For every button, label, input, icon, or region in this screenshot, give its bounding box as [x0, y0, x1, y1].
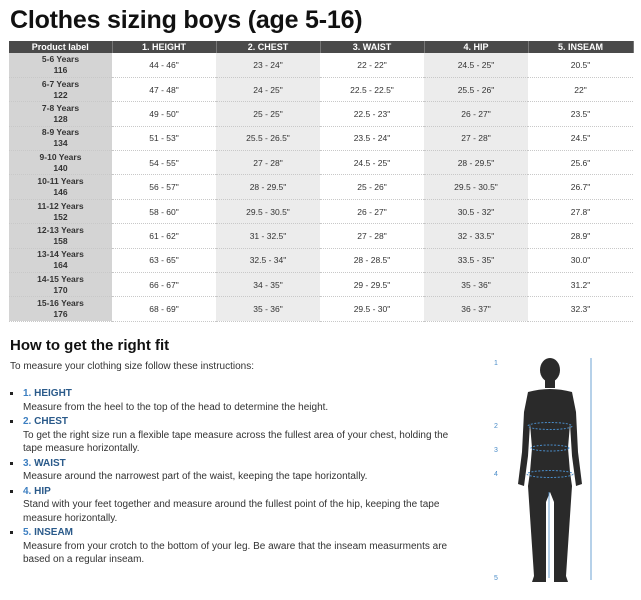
size-number: 146	[53, 187, 68, 198]
table-row	[9, 273, 633, 297]
table-row	[9, 126, 633, 150]
waist-cell: 29.5 - 30"	[320, 297, 424, 321]
fit-steps-list	[10, 387, 450, 568]
age-range: 10-11 Years	[37, 176, 84, 187]
bullet-icon	[10, 531, 13, 534]
chest-cell: 25 - 25"	[216, 102, 320, 126]
table-row	[9, 102, 633, 126]
chest-cell: 29.5 - 30.5"	[216, 199, 320, 223]
inseam-cell: 31.2"	[528, 273, 633, 297]
age-range: 5-6 Years	[41, 53, 80, 64]
table-row	[9, 77, 633, 101]
product-label-cell	[9, 126, 112, 150]
step-heading	[23, 387, 450, 401]
hip-cell: 36 - 37"	[424, 297, 528, 321]
size-number: 134	[53, 138, 68, 149]
hip-cell: 24.5 - 25"	[424, 53, 528, 77]
step-name: CHEST	[34, 416, 69, 427]
table-header-row	[9, 41, 633, 53]
step-description: Measure around the narrowest part of the waist, keeping the tape horizontally.	[23, 471, 368, 482]
size-number: 116	[53, 64, 68, 75]
table-row	[9, 224, 633, 248]
marker-inseam: 5	[494, 575, 498, 582]
inseam-cell: 32.3"	[528, 297, 633, 321]
inseam-cell: 27.8"	[528, 199, 633, 223]
marker-height: 1	[494, 360, 498, 367]
step-name: HEIGHT	[34, 388, 72, 399]
hip-cell: 30.5 - 32"	[424, 199, 528, 223]
chest-cell: 25.5 - 26.5"	[216, 126, 320, 150]
step-name: WAIST	[34, 457, 66, 469]
step-number: 2.	[23, 416, 32, 427]
age-range: 12-13 Years	[37, 224, 84, 235]
hip-cell: 27 - 28"	[424, 126, 528, 150]
age-range: 11-12 Years	[37, 200, 84, 211]
product-label-cell	[9, 297, 112, 321]
size-table	[9, 41, 634, 322]
waist-cell: 27 - 28"	[320, 224, 424, 248]
height-cell: 68 - 69"	[112, 297, 216, 321]
waist-cell: 26 - 27"	[320, 199, 424, 223]
step-number: 5.	[23, 527, 32, 538]
waist-cell: 24.5 - 25"	[320, 151, 424, 175]
hip-cell: 28 - 29.5"	[424, 151, 528, 175]
header-waist: 3. WAIST	[320, 41, 424, 53]
marker-hip: 4	[494, 471, 498, 478]
step-description: Measure from your crotch to the bottom of your leg. Be aware that the inseam measurments are based on a regular inseam.	[23, 540, 448, 565]
step-description: To get the right size run a flexible tape measure across the fullest area of your chest, holding the tape measure horizontally.	[23, 429, 449, 454]
product-label-cell	[9, 273, 112, 297]
product-label-cell	[9, 102, 112, 126]
silhouette-illustration	[488, 352, 628, 592]
waist-cell: 22.5 - 23"	[320, 102, 424, 126]
height-cell: 51 - 53"	[112, 126, 216, 150]
hip-cell: 29.5 - 30.5"	[424, 175, 528, 199]
height-cell: 49 - 50"	[112, 102, 216, 126]
age-range: 13-14 Years	[37, 249, 84, 260]
height-cell: 54 - 55"	[112, 151, 216, 175]
chest-cell: 32.5 - 34"	[216, 248, 320, 272]
height-cell: 44 - 46"	[112, 53, 216, 77]
inseam-cell: 20.5"	[528, 53, 633, 77]
chest-cell: 23 - 24"	[216, 53, 320, 77]
size-number: 158	[53, 235, 68, 246]
product-label-cell	[9, 151, 112, 175]
step-number: 4.	[23, 485, 32, 497]
chest-cell: 27 - 28"	[216, 151, 320, 175]
list-item	[10, 526, 450, 567]
header-chest: 2. CHEST	[216, 41, 320, 53]
hip-cell: 33.5 - 35"	[424, 248, 528, 272]
step-heading	[23, 457, 450, 471]
product-label-cell	[9, 53, 112, 77]
table-row	[9, 248, 633, 272]
header-product-label: Product label	[9, 41, 112, 53]
fit-title: How to get the right fit	[10, 337, 170, 354]
waist-cell: 23.5 - 24"	[320, 126, 424, 150]
waist-cell: 29 - 29.5"	[320, 273, 424, 297]
height-cell: 63 - 65"	[112, 248, 216, 272]
inseam-cell: 28.9"	[528, 224, 633, 248]
age-range: 6-7 Years	[41, 78, 80, 89]
inseam-cell: 23.5"	[528, 102, 633, 126]
size-number: 122	[53, 89, 68, 100]
chest-cell: 35 - 36"	[216, 297, 320, 321]
size-number: 170	[53, 284, 68, 295]
list-item	[10, 457, 450, 484]
chest-cell: 24 - 25"	[216, 77, 320, 101]
height-cell: 61 - 62"	[112, 224, 216, 248]
list-item	[10, 485, 450, 526]
waist-cell: 22 - 22"	[320, 53, 424, 77]
chest-cell: 28 - 29.5"	[216, 175, 320, 199]
table-row	[9, 199, 633, 223]
hip-cell: 32 - 33.5"	[424, 224, 528, 248]
product-label-cell	[9, 77, 112, 101]
size-number: 140	[53, 162, 68, 173]
inseam-cell: 30.0"	[528, 248, 633, 272]
size-number: 128	[53, 113, 68, 124]
height-cell: 56 - 57"	[112, 175, 216, 199]
bullet-icon	[10, 392, 13, 395]
age-range: 7-8 Years	[41, 102, 80, 113]
table-row	[9, 53, 633, 77]
header-height: 1. HEIGHT	[112, 41, 216, 53]
table-row	[9, 151, 633, 175]
step-number: 3.	[23, 457, 32, 469]
age-range: 15-16 Years	[37, 298, 84, 309]
table-row	[9, 175, 633, 199]
product-label-cell	[9, 175, 112, 199]
hip-cell: 26 - 27"	[424, 102, 528, 126]
page-title: Clothes sizing boys (age 5-16)	[10, 6, 363, 34]
size-number: 164	[53, 260, 68, 271]
product-label-cell	[9, 224, 112, 248]
header-hip: 4. HIP	[424, 41, 528, 53]
hip-cell: 35 - 36"	[424, 273, 528, 297]
list-item	[10, 387, 450, 414]
inseam-cell: 26.7"	[528, 175, 633, 199]
product-label-cell	[9, 199, 112, 223]
bullet-icon	[10, 462, 13, 465]
header-inseam: 5. INSEAM	[528, 41, 633, 53]
inseam-cell: 24.5"	[528, 126, 633, 150]
waist-cell: 22.5 - 22.5"	[320, 77, 424, 101]
person-silhouette-icon	[518, 358, 582, 582]
waist-cell: 28 - 28.5"	[320, 248, 424, 272]
step-description: Stand with your feet together and measure around the fullest point of the hip, keeping the tape measure horizontally.	[23, 499, 440, 524]
marker-chest: 2	[494, 423, 498, 430]
height-cell: 58 - 60"	[112, 199, 216, 223]
table-row	[9, 297, 633, 321]
size-number: 152	[53, 211, 68, 222]
bullet-icon	[10, 420, 13, 423]
bullet-icon	[10, 490, 13, 493]
age-range: 8-9 Years	[41, 127, 80, 138]
body-measurement-figure	[488, 352, 628, 592]
step-number: 1.	[23, 388, 32, 399]
marker-waist: 3	[494, 447, 498, 454]
height-cell: 66 - 67"	[112, 273, 216, 297]
hip-cell: 25.5 - 26"	[424, 77, 528, 101]
step-name: HIP	[34, 485, 51, 497]
age-range: 9-10 Years	[39, 151, 82, 162]
product-label-cell	[9, 248, 112, 272]
list-item	[10, 415, 450, 456]
step-heading	[23, 526, 450, 540]
inseam-cell: 25.6"	[528, 151, 633, 175]
age-range: 14-15 Years	[37, 273, 84, 284]
chest-cell: 31 - 32.5"	[216, 224, 320, 248]
step-heading	[23, 415, 450, 429]
height-cell: 47 - 48"	[112, 77, 216, 101]
size-number: 176	[53, 309, 68, 320]
waist-cell: 25 - 26"	[320, 175, 424, 199]
step-description: Measure from the heel to the top of the head to determine the height.	[23, 401, 329, 413]
step-name: INSEAM	[34, 527, 74, 538]
step-heading	[23, 485, 450, 499]
fit-intro: To measure your clothing size follow these instructions:	[10, 361, 255, 372]
inseam-cell: 22"	[528, 77, 633, 101]
chest-cell: 34 - 35"	[216, 273, 320, 297]
